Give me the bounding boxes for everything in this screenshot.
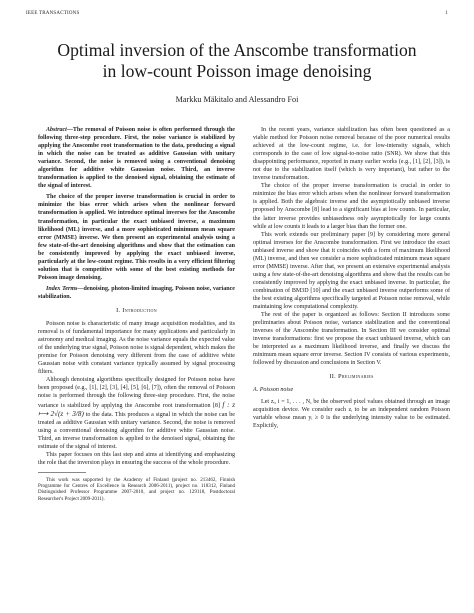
abstract-paragraph-2: The choice of the proper inverse transformation is crucial in order to minimize the bias error which arises when the nonlinear forward transformation is applied. We introduce optimal inverses for the Anscombe transformation, in particular the exact unbiased inverse, a maximum likelihood (ML) inverse, and a more sophisticated minimum mean square error (MMSE) inverse. We then present an experimental analysis using a few state-of-the-art denoising algorithms and show that the estimation can be consistently improved by applying the exact unbiased inverse, particularly at the low-count regime. This results in a very efficient filtering solution that is competitive with some of the best existing methods for Poisson image denoising. [38,194,235,281]
section-heading-introduction: I. Introduction [116,306,157,314]
title-line-2: in low-count Poisson image denoising [102,61,372,81]
intro-paragraph-2-start: Although denoising algorithms specifically designed for Poisson noise have been proposed (e.g., [1], [2], [3], [4], [5], [6], [7]), often the removal of Poisson noise is performed through the following three-step procedure. First, the noise variance is stabilized by applying the Anscombe root transformation [8] [38,377,235,409]
abstract-text-1: The removal of Poisson noise is often performed through the following three-step procedure. First, the noise variance is stabilized by applying the Anscombe root transformation to the data, producing a signal in which the noise can be treated as additive Gaussian with unitary variance. Second, the noise is removed using a conventional denoising algorithm for additive white Gaussian noise. Third, an inverse transformation is applied to the denoised signal, obtaining the estimate of the signal of interest. [38,127,235,190]
subsection-heading-poisson-noise: A. Poisson noise [253,387,294,394]
right-paragraph-5: Let zᵢ, i = 1, . . . , N, be the observed pixel values obtained through an image acquisition device. We consider each zᵢ to be an independent random Poisson variable whose mean yᵢ ≥ 0 is the underlying intensity value to be estimated. Explicitly, [253,398,450,429]
intro-paragraph-2 [38,376,235,450]
index-terms [38,285,235,301]
abstract-label: Abstract [46,127,67,133]
index-terms-label: Index Terms [46,285,78,292]
index-terms-text: denoising, photon-limited imaging, Poisson noise, variance stabilization. [38,285,235,300]
abstract-dash: — [66,127,73,133]
paper-title [20,40,454,82]
section-heading-preliminaries: II. Preliminaries [329,373,374,381]
intro-paragraph-2-end: to the data. This produces a signal in which the noise can be treated as additive Gaussian with unitary variance. Second, the noise is removed using a conventional denoising algorithm for additive white Gaussian noise. Third, an inverse transformation is applied to the denoised signal, obtaining the estimate of the signal of interest. [38,411,235,450]
running-head [26,11,448,19]
right-column [253,126,450,430]
authors: Markku Mäkitalo and Alessandro Foi [175,95,299,104]
footnote: This work was supported by the Academy of Finland (project no. 213462, Finnish Programme for Centres of Excellence in Research 2006-2011), project no. 118312, Finland Distinguished Professor Programme 2007-2010, and project no. 129118, Postdoctoral Researcher's Project 2009-2011). [38,476,235,502]
right-paragraph-1: In the recent years, variance stabilization has often been questioned as a viable method for Poisson noise removal because of the poor numerical results achieved at the low-count regime, i.e. for low-intensity signals, which corresponds to the case of low signal-to-noise ratio (SNR). We show that this disappointing performance, reported in many earlier works (e.g., [1], [2], [3]), is not due to the stabilization itself (which is very important), but rather to the inverse transformation. [253,127,450,182]
page-number: 1 [445,11,448,16]
footnote-rule [38,472,86,473]
left-column [38,126,235,502]
index-terms-dash: — [77,285,84,292]
right-paragraph-4: The rest of the paper is organized as follows: Section II introduces some preliminaries about Poisson noise, variance stabilization and the conventional inverses of the Anscombe transformation. In Section III we consider optimal inverse transformations: first we propose the exact unbiased inverse, which can be interpreted as a maximum likelihood inverse, and finally we discuss the minimum mean square error inverse. Section IV consists of various experiments, followed by discussion and conclusions in Section V. [253,312,450,367]
anscombe-formula: f : z ⟼ 2√(z + 3/8) [38,400,235,418]
right-paragraph-3: This work extends our preliminary paper [9] by considering more general optimal inverses for the Anscombe transformation. First we introduce the exact unbiased inverse and show that it coincides with a form of maximum likelihood (ML) inverse, and then we consider a more sophisticated minimum mean square error (MMSE) inverse. After that, we present an extensive experimental analysis using a few state-of-the-art denoising algorithms and show that the results can be consistently improved by applying the exact unbiased inverse. In particular, the combination of BM3D [10] and the exact unbiased inverse outperforms some of the best existing algorithms specifically targeted at Poisson noise removal, while maintaining low computational complexity. [253,231,450,311]
title-line-1: Optimal inversion of the Anscombe transformation [57,40,417,60]
intro-paragraph-3: This paper focuses on this last step and aims at identifying and emphasizing the role that the inversion plays in ensuring the success of the whole procedure. [38,451,235,466]
intro-paragraph-1: Poisson noise is characteristic of many image acquisition modalities, and its removal is of fundamental importance for many applications and particularly in astronomy and medical imaging. As the noise variance equals the expected value of the underlying true signal, Poisson noise is signal dependent, which makes the premise for Poisson denoising very different from the case of additive white Gaussian noise with constant variance typically assumed by signal processing filters. [38,321,235,376]
journal-name: IEEE TRANSACTIONS [26,11,80,16]
right-paragraph-2: The choice of the proper inverse transformation is crucial in order to minimize the bias error which arises when the nonlinear forward transformation is applied. Both the algebraic inverse and the asymptotically unbiased inverse proposed by Anscombe [8] lead to a significant bias at low counts. In particular, the latter inverse provides unbiasedness only asymptotically for large counts while at low counts it leads to a larger bias than the former one. [253,183,450,230]
abstract-paragraph-1 [38,126,235,190]
